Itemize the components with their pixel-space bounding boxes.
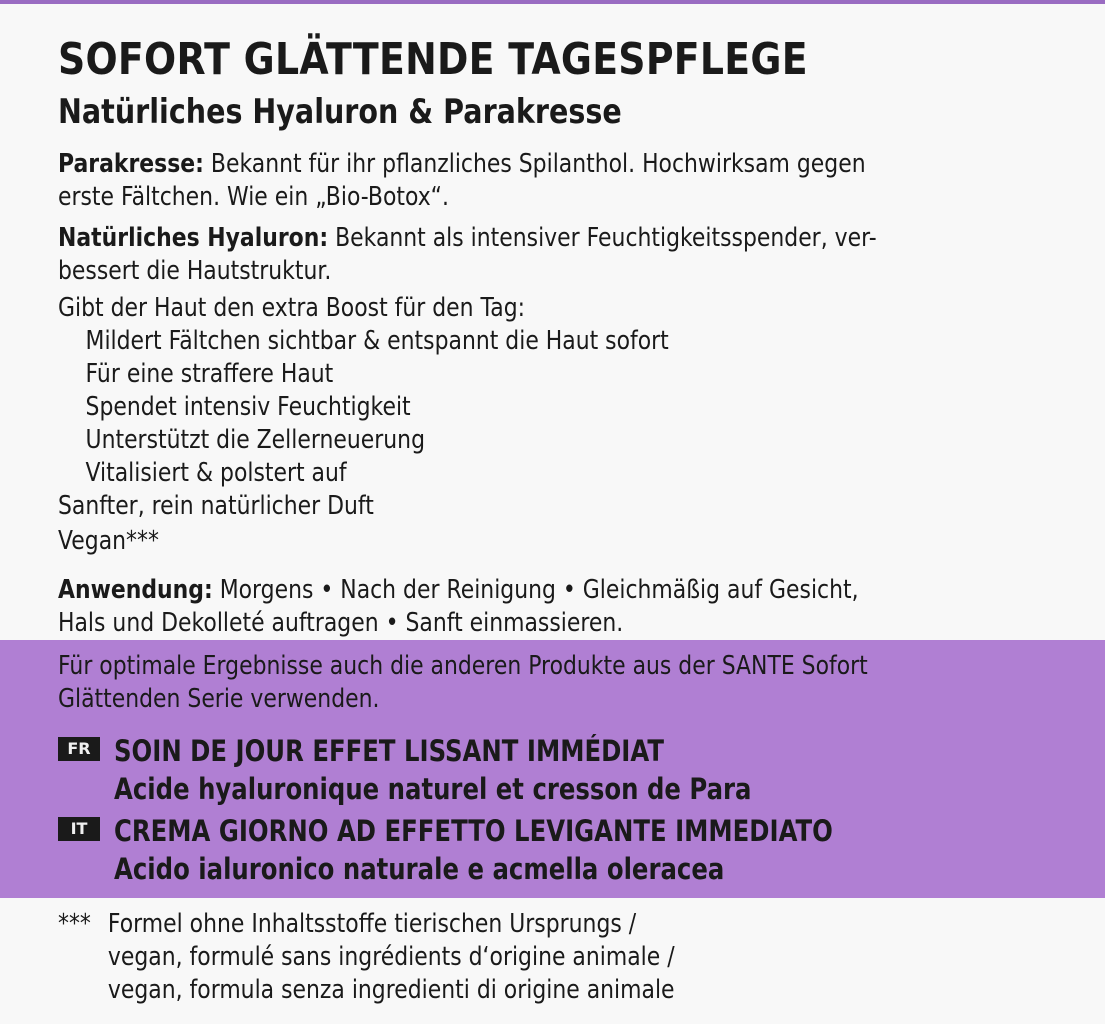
footnote-lines bbox=[108, 908, 675, 1007]
boost-intro: Gibt der Haut den extra Boost für den Tag: bbox=[58, 293, 526, 323]
italian-text bbox=[114, 812, 833, 888]
italian-subtitle: Acido ialuronico naturale e acmella oleracea bbox=[114, 852, 725, 886]
hyaluron-text-1: Bekannt als intensiver Feuchtigkeitsspender, ver- bbox=[328, 223, 877, 253]
usage-text-2: Hals und Dekolleté auftragen • Sanft einmassieren. bbox=[58, 608, 624, 638]
benefit-item: Mildert Fältchen sichtbar & entspannt die Haut sofort bbox=[85, 326, 669, 356]
hyaluron-paragraph bbox=[58, 222, 877, 288]
parakresse-text-1: Bekannt für ihr pflanzliches Spilanthol. Hochwirksam gegen bbox=[203, 149, 866, 179]
it-language-tag: IT bbox=[58, 817, 100, 841]
french-subtitle: Acide hyaluronique naturel et cresson de Para bbox=[114, 772, 752, 806]
usage-text-1: Morgens • Nach der Reinigung • Gleichmäßig auf Gesicht, bbox=[212, 575, 859, 605]
footnote-text-2: vegan, formulé sans ingrédients d‘origine animale / bbox=[107, 942, 675, 972]
french-title: SOIN DE JOUR EFFET LISSANT IMMÉDIAT bbox=[114, 734, 664, 768]
scent-note: Sanfter, rein natürlicher Duft bbox=[58, 491, 374, 521]
benefit-item: Spendet intensiv Feuchtigkeit bbox=[85, 392, 411, 422]
hyaluron-text-2: bessert die Hautstruktur. bbox=[58, 256, 332, 286]
italian-title: CREMA GIORNO AD EFFETTO LEVIGANTE IMMEDIATO bbox=[114, 814, 833, 848]
hyaluron-label: Natürliches Hyaluron: bbox=[58, 223, 329, 253]
parakresse-label: Parakresse: bbox=[58, 149, 204, 179]
benefit-item: Für eine straffere Haut bbox=[85, 359, 334, 389]
parakresse-text-2: erste Fältchen. Wie ein „Bio-Botox“. bbox=[58, 182, 450, 212]
footnote-text-3: vegan, formula senza ingredienti di origine animale bbox=[107, 975, 675, 1005]
series-text-1: Für optimale Ergebnisse auch die anderen Produkte aus der SANTE Sofort bbox=[58, 651, 868, 681]
product-title: SOFORT GLÄTTENDE TAGESPFLEGE bbox=[58, 34, 808, 85]
boost-section bbox=[58, 292, 669, 558]
french-text bbox=[114, 732, 752, 808]
footnote-text-1: Formel ohne Inhaltsstoffe tierischen Ursprungs / bbox=[107, 909, 637, 939]
vegan-note: Vegan*** bbox=[58, 526, 159, 556]
footnote-mark: *** bbox=[58, 909, 91, 939]
usage-paragraph bbox=[58, 574, 859, 640]
parakresse-paragraph bbox=[58, 148, 866, 214]
vegan-footnote bbox=[58, 908, 918, 1018]
series-recommendation bbox=[58, 650, 868, 716]
fr-language-tag: FR bbox=[58, 737, 100, 761]
series-text-2: Glättenden Serie verwenden. bbox=[58, 684, 380, 714]
benefit-item: Vitalisiert & polstert auf bbox=[85, 458, 347, 488]
usage-label: Anwendung: bbox=[58, 575, 213, 605]
purple-info-band bbox=[0, 640, 1105, 898]
product-subtitle: Natürliches Hyaluron & Parakresse bbox=[58, 92, 622, 132]
benefit-item: Unterstützt die Zellerneuerung bbox=[85, 425, 426, 455]
